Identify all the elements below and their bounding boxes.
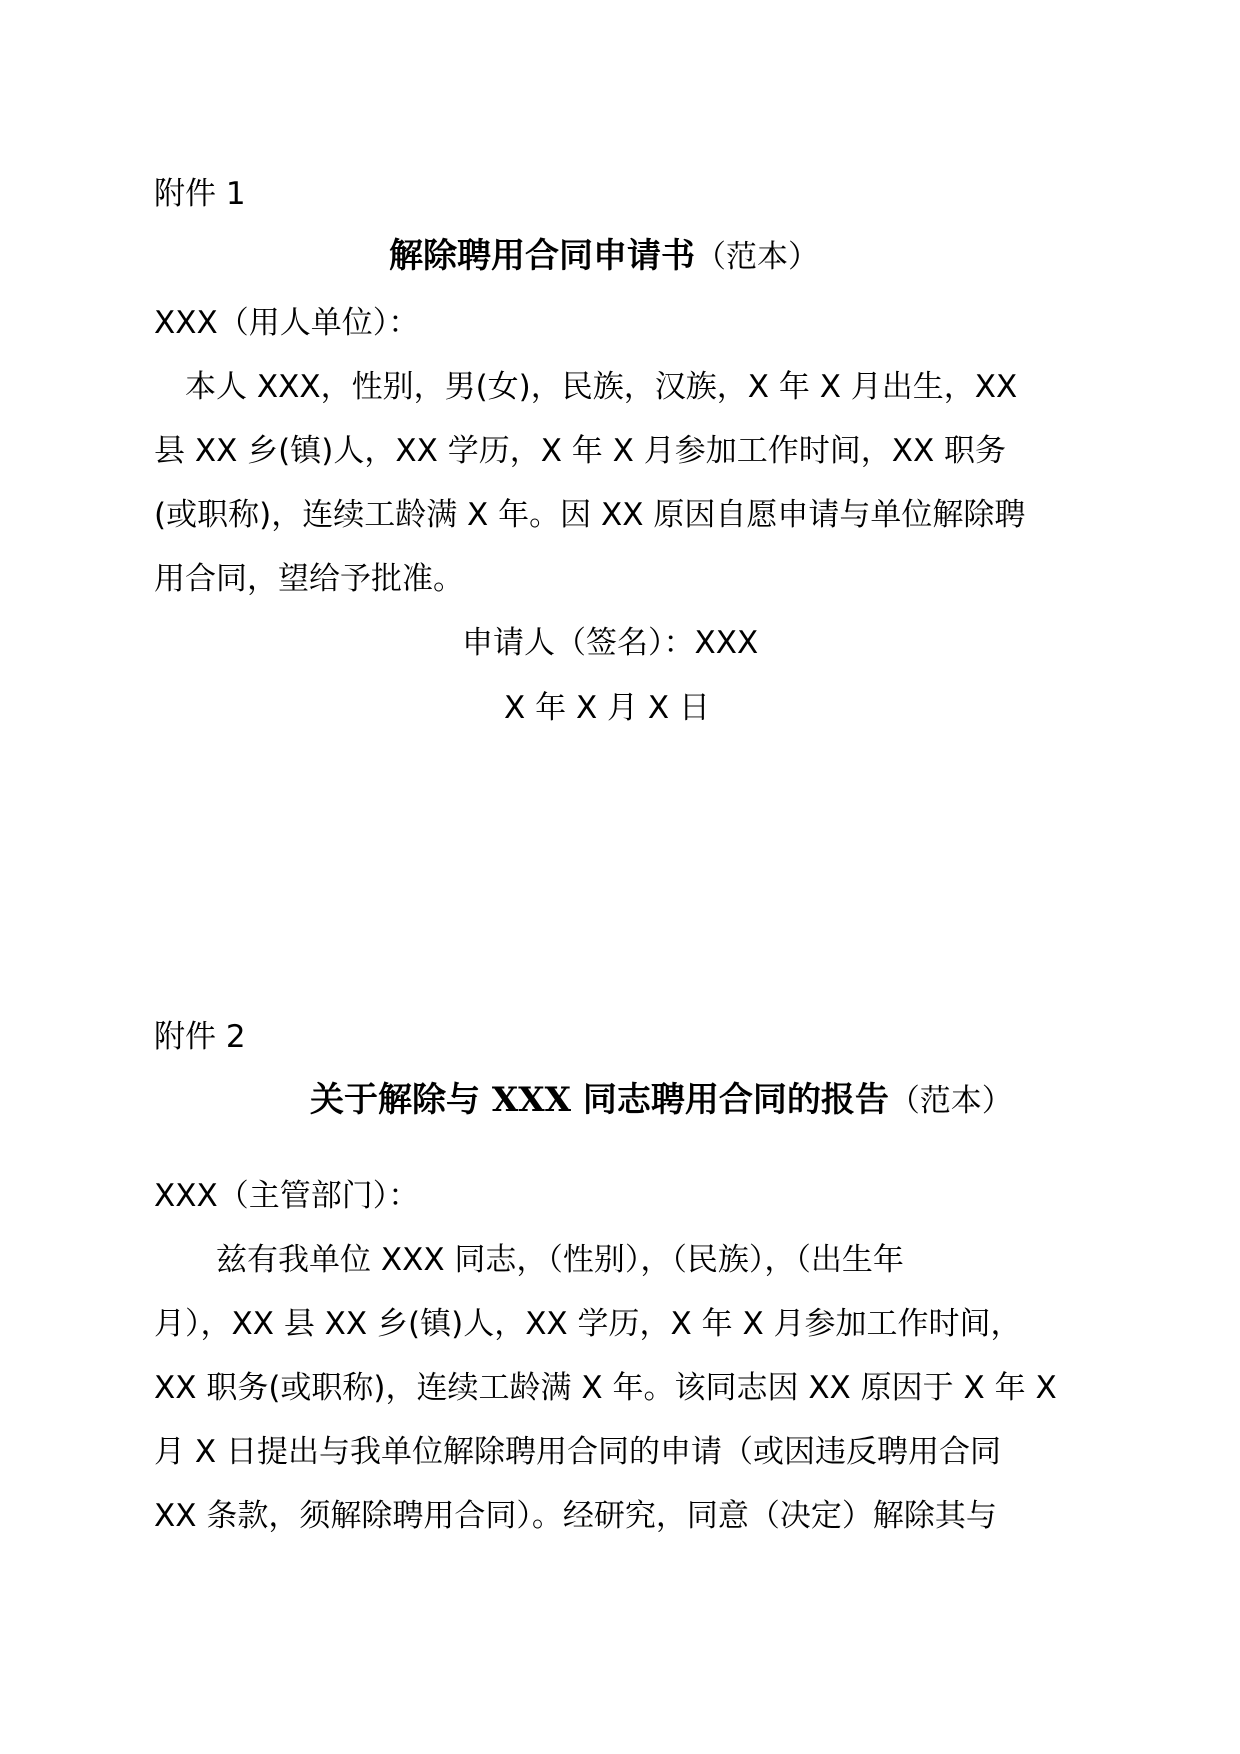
- attachment-2-body-line: XX 条款，须解除聘用合同）。经研究，同意（决定）解除其与: [154, 1498, 997, 1534]
- attachment-1-label: 附件 1: [154, 176, 246, 212]
- attachment-1-body-line: (或职称)，连续工龄满 X 年。因 XX 原因自愿申请与单位解除聘: [154, 497, 1026, 533]
- attachment-1-body-line: 用合同，望给予批准。: [154, 561, 464, 597]
- attachment-1-signature: 申请人（签名）：XXX: [462, 625, 759, 661]
- attachment-1-date: X 年 X 月 X 日: [504, 690, 710, 726]
- attachment-2-label: 附件 2: [154, 1019, 246, 1055]
- attachment-1-title-main: 解除聘用合同申请书: [389, 236, 695, 276]
- attachment-2-title-suffix: （范本）: [888, 1083, 1013, 1119]
- attachment-2-salutation: XXX（主管部门）：: [154, 1178, 420, 1214]
- attachment-2-body-line: 月 X 日提出与我单位解除聘用合同的申请（或因违反聘用合同: [154, 1434, 1001, 1470]
- attachment-1-title: [154, 236, 1054, 277]
- attachment-2-title: [310, 1080, 1110, 1121]
- attachment-1-title-suffix: （范本）: [695, 239, 819, 275]
- attachment-1-body-line: 本人 XXX，性别，男(女)，民族，汉族，X 年 X 月出生，XX: [154, 369, 1018, 405]
- attachment-2-body-line: XX 职务(或职称)，连续工龄满 X 年。该同志因 XX 原因于 X 年 X: [154, 1370, 1057, 1406]
- attachment-2-body-line: 月），XX 县 XX 乡(镇)人，XX 学历，X 年 X 月参加工作时间，: [154, 1306, 1022, 1342]
- attachment-1-salutation: XXX（用人单位）：: [154, 305, 420, 341]
- attachment-1-body-line: 县 XX 乡(镇)人，XX 学历，X 年 X 月参加工作时间，XX 职务: [154, 433, 1007, 469]
- attachment-2-title-main: 关于解除与 XXX 同志聘用合同的报告: [310, 1080, 889, 1120]
- attachment-2-body-line: 兹有我单位 XXX 同志，（性别），（民族），（出生年: [154, 1242, 904, 1278]
